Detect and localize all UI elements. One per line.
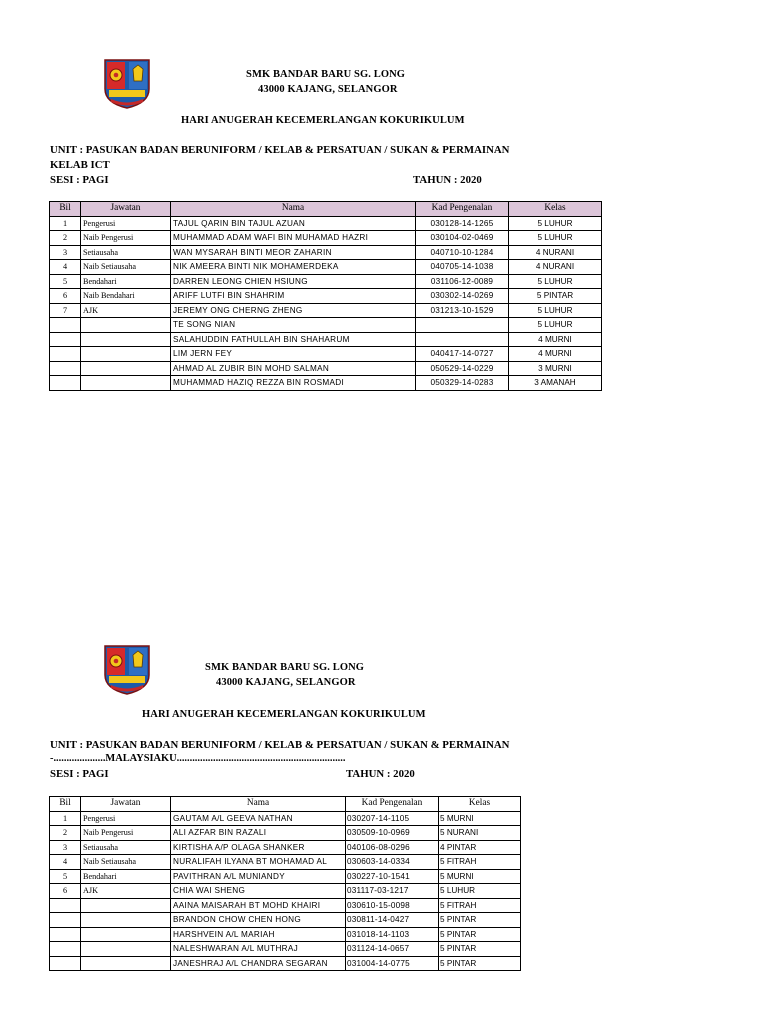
kad-pengenalan-cell xyxy=(416,332,509,347)
nama-cell: GAUTAM A/L GEEVA NATHAN xyxy=(171,811,346,826)
jawatan-cell xyxy=(81,361,171,376)
nama-cell: TAJUL QARIN BIN TAJUL AZUAN xyxy=(171,216,416,231)
kelas-cell: 5 LUHUR xyxy=(509,303,602,318)
jawatan-cell: Pengerusi xyxy=(81,811,171,826)
nama-cell: DARREN LEONG CHIEN HSIUNG xyxy=(171,274,416,289)
jawatan-cell: Naib Setiausaha xyxy=(81,855,171,870)
jawatan-cell: AJK xyxy=(81,303,171,318)
nama-cell: MUHAMMAD ADAM WAFI BIN MUHAMAD HAZRI xyxy=(171,231,416,246)
kelas-cell: 3 MURNI xyxy=(509,361,602,376)
jawatan-cell xyxy=(81,927,171,942)
kad-pengenalan-cell: 040710-10-1284 xyxy=(416,245,509,260)
kad-pengenalan-cell: 030207-14-1105 xyxy=(346,811,439,826)
school-crest-logo xyxy=(104,645,150,695)
jawatan-cell: Pengerusi xyxy=(81,216,171,231)
column-header-nama: Nama xyxy=(171,797,346,812)
unit-line: UNIT : PASUKAN BADAN BERUNIFORM / KELAB & PERSATUAN / SUKAN & PERMAINAN xyxy=(50,144,510,156)
committee-table-1 xyxy=(49,201,602,391)
jawatan-cell xyxy=(81,347,171,362)
jawatan-cell: Naib Bendahari xyxy=(81,289,171,304)
nama-cell: LIM JERN FEY xyxy=(171,347,416,362)
kelas-cell: 4 NURANI xyxy=(509,260,602,275)
bil-cell: 5 xyxy=(50,274,81,289)
event-title: HARI ANUGERAH KECEMERLANGAN KOKURIKULUM xyxy=(142,709,426,720)
kad-pengenalan-cell: 031018-14-1103 xyxy=(346,927,439,942)
jawatan-cell xyxy=(81,376,171,391)
jawatan-cell xyxy=(81,898,171,913)
table-row xyxy=(50,956,521,971)
bil-cell xyxy=(50,956,81,971)
kelas-cell: 5 MURNI xyxy=(439,869,521,884)
nama-cell: SALAHUDDIN FATHULLAH BIN SHAHARUM xyxy=(171,332,416,347)
table-row xyxy=(50,332,602,347)
kelas-cell: 5 PINTAR xyxy=(439,927,521,942)
bil-cell xyxy=(50,332,81,347)
nama-cell: JANESHRAJ A/L CHANDRA SEGARAN xyxy=(171,956,346,971)
jawatan-cell xyxy=(81,318,171,333)
kad-pengenalan-cell: 031213-10-1529 xyxy=(416,303,509,318)
bil-cell xyxy=(50,361,81,376)
year-label: TAHUN : 2020 xyxy=(413,174,482,186)
bil-cell xyxy=(50,347,81,362)
kad-pengenalan-cell: 031117-03-1217 xyxy=(346,884,439,899)
jawatan-cell xyxy=(81,942,171,957)
table-row xyxy=(50,942,521,957)
kelas-cell: 5 LUHUR xyxy=(509,216,602,231)
bil-cell xyxy=(50,318,81,333)
kad-pengenalan-cell: 040705-14-1038 xyxy=(416,260,509,275)
school-crest-logo xyxy=(104,59,150,109)
kad-pengenalan-cell: 030302-14-0269 xyxy=(416,289,509,304)
column-header-nama: Nama xyxy=(171,202,416,217)
table-row xyxy=(50,245,602,260)
column-header-kad-pengenalan: Kad Pengenalan xyxy=(346,797,439,812)
jawatan-cell xyxy=(81,913,171,928)
jawatan-cell: Bendahari xyxy=(81,869,171,884)
bil-cell: 1 xyxy=(50,811,81,826)
column-header-bil: Bil xyxy=(50,202,81,217)
table-row xyxy=(50,260,602,275)
bil-cell xyxy=(50,376,81,391)
jawatan-cell: Setiausaha xyxy=(81,840,171,855)
kelas-cell: 5 NURANI xyxy=(439,826,521,841)
kelas-cell: 5 LUHUR xyxy=(439,884,521,899)
bil-cell: 2 xyxy=(50,231,81,246)
kad-pengenalan-cell: 040417-14-0727 xyxy=(416,347,509,362)
bil-cell xyxy=(50,942,81,957)
kelas-cell: 4 MURNI xyxy=(509,332,602,347)
nama-cell: WAN MYSARAH BINTI MEOR ZAHARIN xyxy=(171,245,416,260)
column-header-kad-pengenalan: Kad Pengenalan xyxy=(416,202,509,217)
table-row xyxy=(50,840,521,855)
nama-cell: MUHAMMAD HAZIQ REZZA BIN ROSMADI xyxy=(171,376,416,391)
table-header-row xyxy=(50,202,602,217)
kad-pengenalan-cell: 050329-14-0283 xyxy=(416,376,509,391)
bil-cell xyxy=(50,913,81,928)
school-name: SMK BANDAR BARU SG. LONG xyxy=(205,662,365,673)
committee-table-2 xyxy=(49,796,521,971)
bil-cell: 1 xyxy=(50,216,81,231)
kad-pengenalan-cell: 030128-14-1265 xyxy=(416,216,509,231)
bil-cell: 3 xyxy=(50,840,81,855)
jawatan-cell: Naib Setiausaha xyxy=(81,260,171,275)
kad-pengenalan-cell: 030509-10-0969 xyxy=(346,826,439,841)
jawatan-cell: Naib Pengerusi xyxy=(81,826,171,841)
table-row xyxy=(50,231,602,246)
table-row xyxy=(50,376,602,391)
kad-pengenalan-cell: 031124-14-0657 xyxy=(346,942,439,957)
table-row xyxy=(50,274,602,289)
table-row xyxy=(50,826,521,841)
kelas-cell: 3 AMANAH xyxy=(509,376,602,391)
kelas-cell: 5 LUHUR xyxy=(509,231,602,246)
kelas-cell: 4 PINTAR xyxy=(439,840,521,855)
kelas-cell: 5 MURNI xyxy=(439,811,521,826)
jawatan-cell xyxy=(81,332,171,347)
kelas-cell: 5 PINTAR xyxy=(509,289,602,304)
nama-cell: TE SONG NIAN xyxy=(171,318,416,333)
jawatan-cell: Naib Pengerusi xyxy=(81,231,171,246)
session-label: SESI : PAGI xyxy=(50,768,109,780)
club-name: -....................MALAYSIAKU................................................................. xyxy=(50,753,346,764)
kelas-cell: 5 LUHUR xyxy=(509,318,602,333)
nama-cell: BRANDON CHOW CHEN HONG xyxy=(171,913,346,928)
kad-pengenalan-cell: 031004-14-0775 xyxy=(346,956,439,971)
bil-cell: 4 xyxy=(50,260,81,275)
table-row xyxy=(50,898,521,913)
jawatan-cell: Bendahari xyxy=(81,274,171,289)
kelas-cell: 5 PINTAR xyxy=(439,942,521,957)
table-row xyxy=(50,289,602,304)
nama-cell: AAINA MAISARAH BT MOHD KHAIRI xyxy=(171,898,346,913)
school-name: SMK BANDAR BARU SG. LONG xyxy=(246,69,406,80)
table-row xyxy=(50,927,521,942)
nama-cell: KIRTISHA A/P OLAGA SHANKER xyxy=(171,840,346,855)
kad-pengenalan-cell: 040106-08-0296 xyxy=(346,840,439,855)
jawatan-cell xyxy=(81,956,171,971)
nama-cell: CHIA WAI SHENG xyxy=(171,884,346,899)
bil-cell: 6 xyxy=(50,289,81,304)
table-row xyxy=(50,884,521,899)
table-row xyxy=(50,913,521,928)
session-label: SESI : PAGI xyxy=(50,174,109,186)
kelas-cell: 5 PINTAR xyxy=(439,913,521,928)
kelas-cell: 5 LUHUR xyxy=(509,274,602,289)
school-address: 43000 KAJANG, SELANGOR xyxy=(216,677,356,688)
table-row xyxy=(50,216,602,231)
club-name: KELAB ICT xyxy=(50,159,110,171)
kelas-cell: 4 MURNI xyxy=(509,347,602,362)
kelas-cell: 5 PINTAR xyxy=(439,956,521,971)
bil-cell: 7 xyxy=(50,303,81,318)
jawatan-cell: Setiausaha xyxy=(81,245,171,260)
bil-cell: 6 xyxy=(50,884,81,899)
table-row xyxy=(50,347,602,362)
column-header-kelas: Kelas xyxy=(509,202,602,217)
table-row xyxy=(50,855,521,870)
nama-cell: ARIFF LUTFI BIN SHAHRIM xyxy=(171,289,416,304)
nama-cell: AHMAD AL ZUBIR BIN MOHD SALMAN xyxy=(171,361,416,376)
table-row xyxy=(50,811,521,826)
kad-pengenalan-cell: 030610-15-0098 xyxy=(346,898,439,913)
jawatan-cell: AJK xyxy=(81,884,171,899)
kad-pengenalan-cell xyxy=(416,318,509,333)
table-row xyxy=(50,361,602,376)
year-label: TAHUN : 2020 xyxy=(346,768,415,780)
nama-cell: NALESHWARAN A/L MUTHRAJ xyxy=(171,942,346,957)
nama-cell: ALI AZFAR BIN RAZALI xyxy=(171,826,346,841)
column-header-kelas: Kelas xyxy=(439,797,521,812)
bil-cell: 4 xyxy=(50,855,81,870)
nama-cell: PAVITHRAN A/L MUNIANDY xyxy=(171,869,346,884)
nama-cell: HARSHVEIN A/L MARIAH xyxy=(171,927,346,942)
column-header-bil: Bil xyxy=(50,797,81,812)
kad-pengenalan-cell: 030227-10-1541 xyxy=(346,869,439,884)
school-address: 43000 KAJANG, SELANGOR xyxy=(258,84,398,95)
column-header-jawatan: Jawatan xyxy=(81,202,171,217)
kad-pengenalan-cell: 030603-14-0334 xyxy=(346,855,439,870)
kad-pengenalan-cell: 030104-02-0469 xyxy=(416,231,509,246)
nama-cell: NIK AMEERA BINTI NIK MOHAMERDEKA xyxy=(171,260,416,275)
bil-cell: 2 xyxy=(50,826,81,841)
bil-cell: 3 xyxy=(50,245,81,260)
kelas-cell: 5 FITRAH xyxy=(439,898,521,913)
table-row xyxy=(50,303,602,318)
kad-pengenalan-cell: 031106-12-0089 xyxy=(416,274,509,289)
unit-line: UNIT : PASUKAN BADAN BERUNIFORM / KELAB & PERSATUAN / SUKAN & PERMAINAN xyxy=(50,739,510,751)
event-title: HARI ANUGERAH KECEMERLANGAN KOKURIKULUM xyxy=(181,115,465,126)
table-row xyxy=(50,318,602,333)
nama-cell: JEREMY ONG CHERNG ZHENG xyxy=(171,303,416,318)
bil-cell xyxy=(50,898,81,913)
table-row xyxy=(50,869,521,884)
kelas-cell: 5 FITRAH xyxy=(439,855,521,870)
kad-pengenalan-cell: 050529-14-0229 xyxy=(416,361,509,376)
column-header-jawatan: Jawatan xyxy=(81,797,171,812)
bil-cell xyxy=(50,927,81,942)
bil-cell: 5 xyxy=(50,869,81,884)
table-header-row xyxy=(50,797,521,812)
kad-pengenalan-cell: 030811-14-0427 xyxy=(346,913,439,928)
nama-cell: NURALIFAH ILYANA BT MOHAMAD AL xyxy=(171,855,346,870)
kelas-cell: 4 NURANI xyxy=(509,245,602,260)
